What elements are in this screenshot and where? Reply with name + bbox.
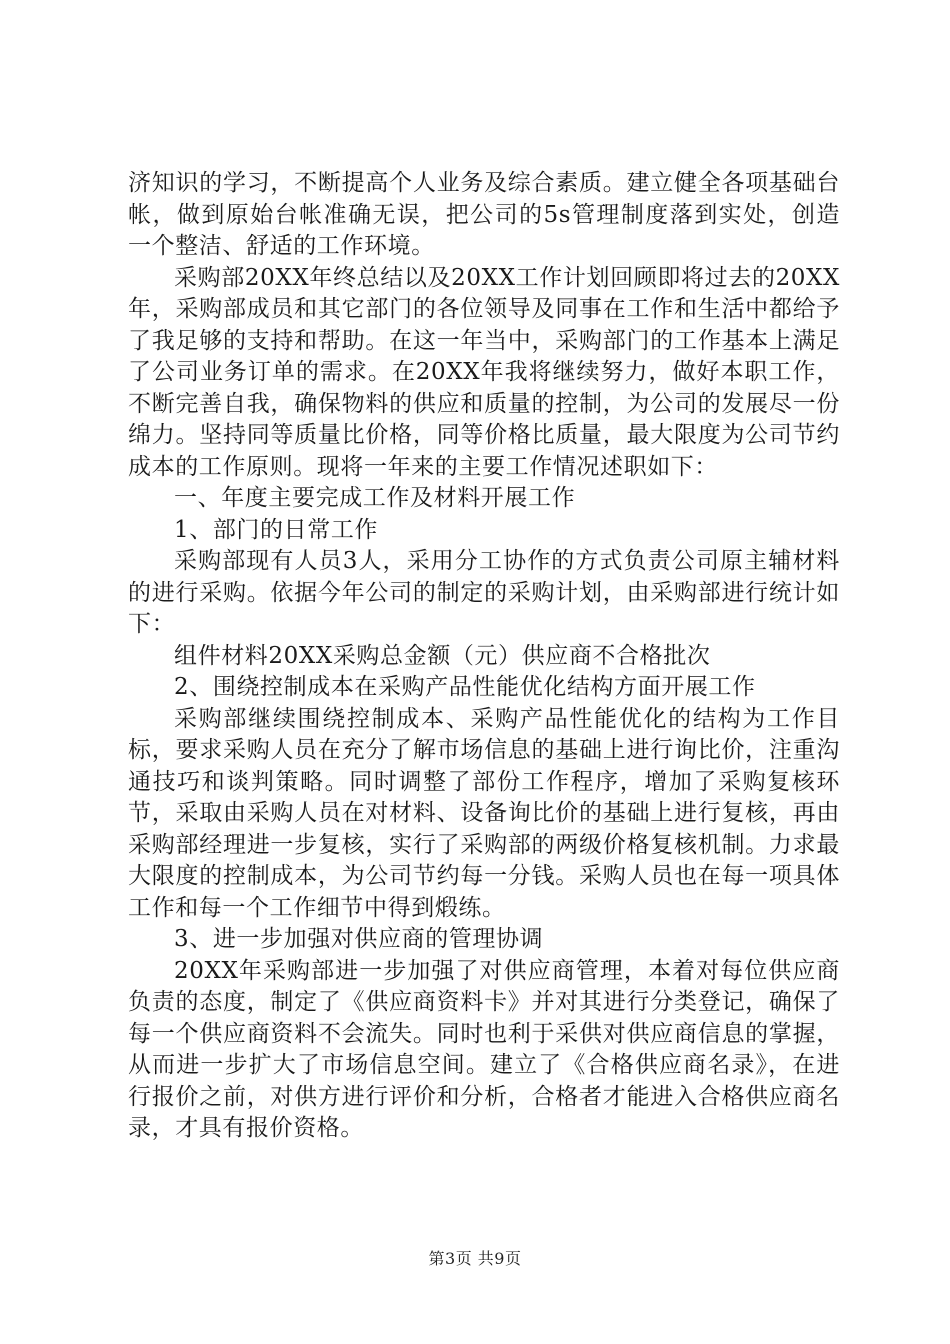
page-number: 第3页 共9页 [428, 1249, 522, 1268]
table-header-line: 组件材料20XX采购总金额（元）供应商不合格批次 [174, 642, 711, 669]
paragraph-supplier-management: 20XX年采购部进一步加强了对供应商管理，本着对每位供应商负责的态度，制定了《供应商资料卡》并对其进行分类登记，确保了每一个供应商资料不会流失。同时也利于采供对供应商信息的掌握，从而进一步扩大了市场信息空间。建立了《合格供应商名录》，在进行报价之前，对供方进行评价和分析，合格者才能进入合格供应商名录，才具有报价资格。 [128, 957, 840, 1141]
paragraph-staff: 采购部现有人员3人，采用分工协作的方式负责公司原主辅材料的进行采购。依据今年公司的制定的采购计划，由采购部进行统计如下： [128, 548, 840, 637]
subheading-cost-control: 2、围绕控制成本在采购产品性能优化结构方面开展工作 [174, 674, 756, 700]
section-heading-1: 一、年度主要完成工作及材料开展工作 [174, 485, 576, 511]
subheading-supplier-management: 3、进一步加强对供应商的管理协调 [174, 926, 544, 952]
paragraph-intro: 采购部20XX年终总结以及20XX工作计划回顾即将过去的20XX年，采购部成员和其它部门的各位领导及同事在工作和生活中都给予了我足够的支持和帮助。在这一年当中，采购部门的工作基本上满足了公司业务订单的需求。在20XX年我将继续努力，做好本职工作，不断完善自我，确保物料的供应和质量的控制，为公司的发展尽一份绵力。坚持同等质量比价格，同等价格比质量，最大限度为公司节约成本的工作原则。现将一年来的主要工作情况述职如下： [128, 264, 840, 480]
page-footer [0, 1246, 950, 1269]
document-body [128, 168, 840, 1145]
paragraph-continuation: 济知识的学习，不断提高个人业务及综合素质。建立健全各项基础台帐，做到原始台帐准确无误，把公司的5s管理制度落到实处，创造一个整洁、舒适的工作环境。 [128, 170, 840, 259]
paragraph-cost-control: 采购部继续围绕控制成本、采购产品性能优化的结构为工作目标，要求采购人员在充分了解市场信息的基础上进行询比价，注重沟通技巧和谈判策略。同时调整了部份工作程序，增加了采购复核环节，采取由采购人员在对材料、设备询比价的基础上进行复核，再由采购部经理进一步复核，实行了采购部的两级价格复核机制。力求最大限度的控制成本，为公司节约每一分钱。采购人员也在每一项具体工作和每一个工作细节中得到煅练。 [128, 705, 840, 921]
subheading-daily-work: 1、部门的日常工作 [174, 516, 379, 543]
